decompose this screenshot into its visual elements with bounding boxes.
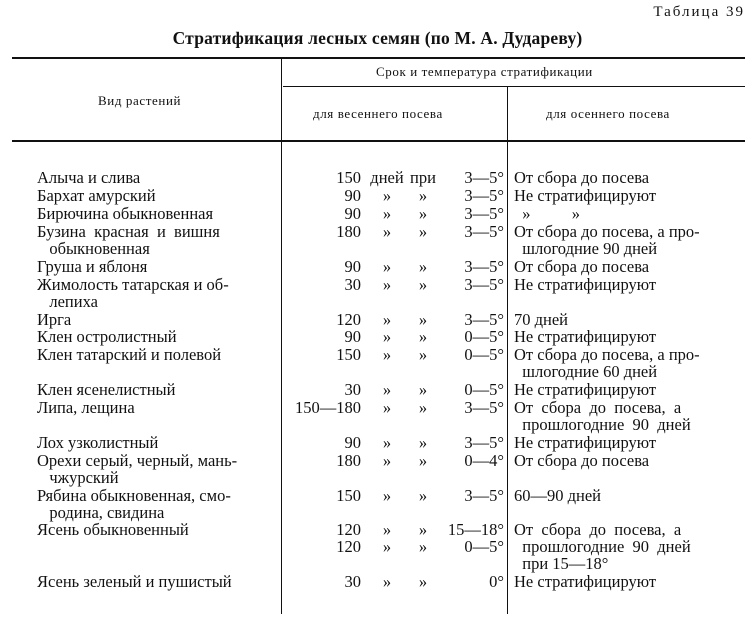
spring-temperature: 0—5° bbox=[464, 537, 504, 556]
autumn-period: Не стратифицируют bbox=[514, 572, 657, 591]
spring-word-at: » bbox=[418, 486, 428, 505]
table-label: Таблица 39 bbox=[653, 4, 745, 20]
spring-word-days: » bbox=[382, 186, 392, 205]
autumn-period: От сбора до посева bbox=[514, 168, 650, 187]
autumn-period: Не стратифицируют bbox=[514, 380, 657, 399]
species-name: Клен ясенелистный bbox=[37, 380, 176, 399]
spring-word-days: » bbox=[382, 520, 392, 539]
autumn-period: От сбора до посева, а bbox=[514, 520, 682, 539]
spring-word-at: » bbox=[418, 537, 428, 556]
spring-temperature: 3—5° bbox=[464, 204, 504, 223]
spring-temperature: 3—5° bbox=[464, 186, 504, 205]
spring-days: 150—180 bbox=[295, 398, 361, 417]
spring-days: 90 bbox=[344, 257, 361, 276]
spring-temperature: 3—5° bbox=[464, 398, 504, 417]
autumn-period: От сбора до посева, а bbox=[514, 398, 682, 417]
spring-word-days: » bbox=[382, 222, 392, 241]
spring-word-days: » bbox=[382, 275, 392, 294]
spring-word-at: » bbox=[418, 275, 428, 294]
species-name: Бузина красная и вишня bbox=[37, 222, 220, 241]
spring-word-at: » bbox=[418, 520, 428, 539]
spring-days: 120 bbox=[336, 520, 361, 539]
species-name: Рябина обыкновенная, смо- bbox=[37, 486, 231, 505]
spring-word-at: при bbox=[410, 168, 436, 187]
header-mid-rule bbox=[283, 86, 745, 87]
spring-word-days: » bbox=[382, 204, 392, 223]
spring-temperature: 3—5° bbox=[464, 222, 504, 241]
spring-days: 90 bbox=[344, 433, 361, 452]
header-species: Вид растений bbox=[98, 93, 182, 108]
spring-temperature: 0—4° bbox=[464, 451, 504, 470]
autumn-period: шлогодние 90 дней bbox=[514, 239, 658, 258]
species-name: Ирга bbox=[37, 310, 72, 329]
header-spring: для весеннего посева bbox=[313, 106, 443, 121]
autumn-period: 70 дней bbox=[514, 310, 569, 329]
autumn-period: Не стратифицируют bbox=[514, 275, 657, 294]
spring-days: 90 bbox=[344, 204, 361, 223]
spring-word-at: » bbox=[418, 345, 428, 364]
spring-word-days: » bbox=[382, 451, 392, 470]
spring-word-days: дней bbox=[370, 168, 404, 187]
species-name: Орехи серый, черный, мань- bbox=[37, 451, 238, 470]
autumn-period: прошлогодние 90 дней bbox=[514, 537, 691, 556]
spring-word-days: » bbox=[382, 380, 392, 399]
spring-word-at: » bbox=[418, 327, 428, 346]
header-bottom-rule bbox=[12, 140, 745, 142]
species-name: Груша и яблоня bbox=[37, 257, 148, 276]
spring-word-at: » bbox=[418, 380, 428, 399]
spring-days: 90 bbox=[344, 186, 361, 205]
autumn-period: Не стратифицируют bbox=[514, 433, 657, 452]
spring-temperature: 0—5° bbox=[464, 380, 504, 399]
species-name: Алыча и слива bbox=[37, 168, 141, 187]
spring-temperature: 3—5° bbox=[464, 486, 504, 505]
spring-temperature: 0—5° bbox=[464, 327, 504, 346]
species-name: Липа, лещина bbox=[37, 398, 135, 417]
spring-days: 150 bbox=[336, 168, 361, 187]
spring-word-at: » bbox=[418, 572, 428, 591]
spring-temperature: 3—5° bbox=[464, 310, 504, 329]
spring-temperature: 3—5° bbox=[464, 168, 504, 187]
spring-word-days: » bbox=[382, 537, 392, 556]
autumn-period: шлогодние 60 дней bbox=[514, 362, 658, 381]
spring-word-at: » bbox=[418, 433, 428, 452]
spring-temperature: 3—5° bbox=[464, 257, 504, 276]
spring-temperature: 15—18° bbox=[447, 520, 504, 539]
species-name: Бархат амурский bbox=[37, 186, 156, 205]
autumn-period: Не стратифицируют bbox=[514, 186, 657, 205]
spring-days: 90 bbox=[344, 327, 361, 346]
spring-word-at: » bbox=[418, 257, 428, 276]
header-period-temp: Срок и температура стратификации bbox=[376, 64, 593, 79]
spring-word-at: » bbox=[418, 222, 428, 241]
autumn-period: От сбора до посева bbox=[514, 451, 650, 470]
species-name: Клен татарский и полевой bbox=[37, 345, 222, 364]
page-title: Стратификация лесных семян (по М. А. Дудареву) bbox=[172, 28, 583, 48]
species-name: лепиха bbox=[37, 292, 98, 311]
spring-word-days: » bbox=[382, 433, 392, 452]
spring-days: 30 bbox=[344, 380, 361, 399]
column-divider-1 bbox=[281, 58, 282, 614]
autumn-period: Не стратифицируют bbox=[514, 327, 657, 346]
spring-days: 150 bbox=[336, 486, 361, 505]
species-name: Клен остролистный bbox=[37, 327, 177, 346]
species-name: Жимолость татарская и об- bbox=[37, 275, 229, 294]
autumn-period: От сбора до посева, а про- bbox=[514, 222, 700, 241]
spring-days: 180 bbox=[336, 222, 361, 241]
spring-word-days: » bbox=[382, 257, 392, 276]
autumn-period: при 15—18° bbox=[514, 554, 609, 573]
species-name: Ясень обыкновенный bbox=[37, 520, 189, 539]
spring-word-days: » bbox=[382, 345, 392, 364]
spring-days: 180 bbox=[336, 451, 361, 470]
species-name: Бирючина обыкновенная bbox=[37, 204, 214, 223]
spring-word-at: » bbox=[418, 204, 428, 223]
spring-word-at: » bbox=[418, 310, 428, 329]
spring-word-days: » bbox=[382, 327, 392, 346]
autumn-period: 60—90 дней bbox=[514, 486, 602, 505]
spring-word-days: » bbox=[382, 310, 392, 329]
spring-word-days: » bbox=[382, 572, 392, 591]
spring-temperature: 3—5° bbox=[464, 433, 504, 452]
spring-temperature: 0° bbox=[489, 572, 504, 591]
autumn-period: прошлогодние 90 дней bbox=[514, 415, 691, 434]
spring-word-days: » bbox=[382, 398, 392, 417]
spring-days: 120 bbox=[336, 537, 361, 556]
header-autumn: для осеннего посева bbox=[546, 106, 670, 121]
autumn-period: От сбора до посева, а про- bbox=[514, 345, 700, 364]
autumn-period: » » bbox=[514, 204, 580, 223]
species-name: Лох узколистный bbox=[37, 433, 159, 452]
spring-days: 30 bbox=[344, 275, 361, 294]
species-name: Ясень зеленый и пушистый bbox=[37, 572, 232, 591]
spring-temperature: 0—5° bbox=[464, 345, 504, 364]
spring-word-days: » bbox=[382, 486, 392, 505]
species-name: обыкновенная bbox=[37, 239, 150, 258]
autumn-period: От сбора до посева bbox=[514, 257, 650, 276]
spring-days: 120 bbox=[336, 310, 361, 329]
species-name: чжурский bbox=[37, 468, 119, 487]
spring-word-at: » bbox=[418, 398, 428, 417]
species-name: родина, свидина bbox=[37, 503, 165, 522]
spring-days: 150 bbox=[336, 345, 361, 364]
spring-days: 30 bbox=[344, 572, 361, 591]
column-divider-2 bbox=[507, 86, 508, 614]
spring-word-at: » bbox=[418, 451, 428, 470]
header-top-rule bbox=[12, 57, 745, 59]
spring-word-at: » bbox=[418, 186, 428, 205]
spring-temperature: 3—5° bbox=[464, 275, 504, 294]
